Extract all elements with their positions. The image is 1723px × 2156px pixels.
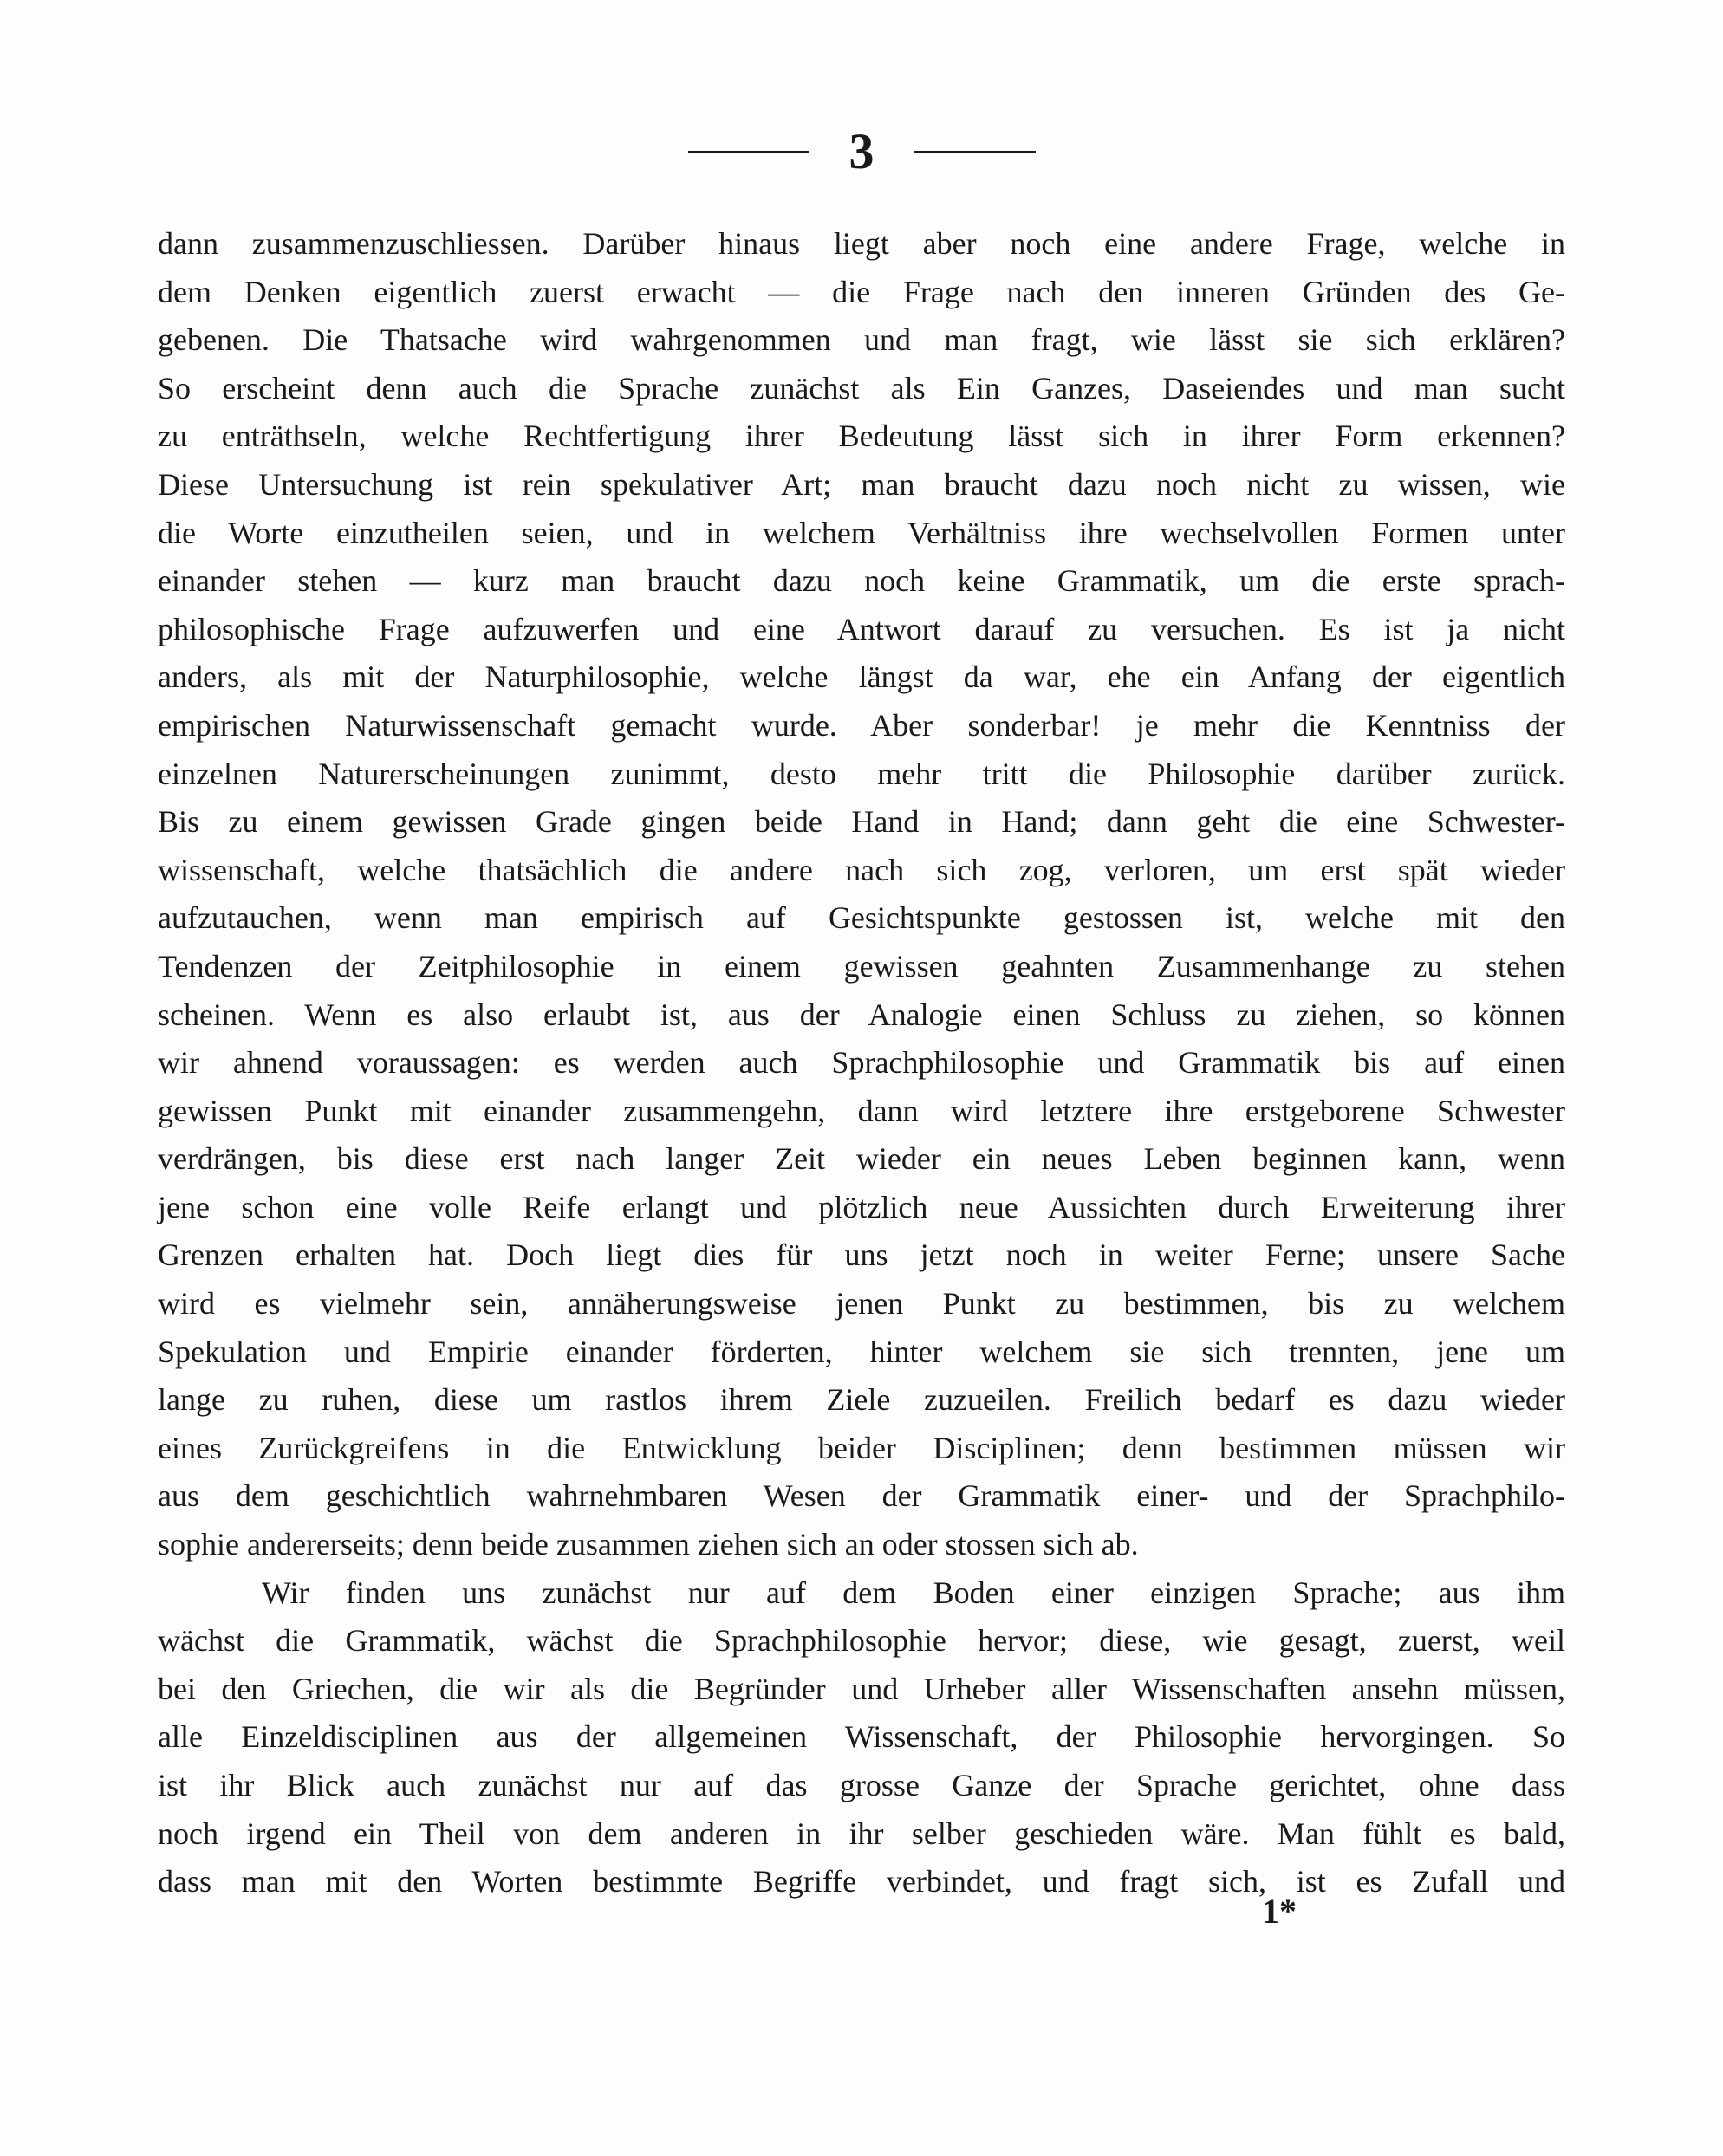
text-line: Grenzen erhalten hat. Doch liegt dies für uns jetzt noch in weiter Ferne; unsere Sache — [158, 1237, 1565, 1273]
text-line: aufzutauchen, wenn man empirisch auf Gesichtspunkte gestossen ist, welche mit den — [158, 900, 1565, 936]
text-line: jene schon eine volle Reife erlangt und plötzlich neue Aussichten durch Erweiterung ihrer — [158, 1189, 1565, 1224]
text-line: wächst die Grammatik, wächst die Sprachphilosophie hervor; diese, wie gesagt, zuerst, weil — [158, 1623, 1565, 1659]
text-line: Spekulation und Empirie einander förderten, hinter welchem sie sich trennten, jene um — [158, 1334, 1565, 1369]
text-line: die Worte einzutheilen seien, und in welchem Verhältniss ihre wechselvollen Formen unter — [158, 515, 1565, 550]
body-text — [158, 220, 1565, 1906]
paragraph-end-line: sophie andererseits; denn beide zusammen ziehen sich an oder stossen sich ab. — [158, 1527, 1139, 1562]
text-line: bei den Griechen, die wir als die Begründer und Urheber aller Wissenschaften ansehn müssen, — [158, 1671, 1565, 1706]
text-line: zu enträthseln, welche Rechtfertigung ihrer Bedeutung lässt sich in ihrer Form erkennen? — [158, 419, 1565, 454]
text-line: philosophische Frage aufzuwerfen und eine Antwort darauf zu versuchen. Es ist ja nicht — [158, 611, 1565, 646]
text-line: So erscheint denn auch die Sprache zunächst als Ein Ganzes, Daseiendes und man sucht — [158, 370, 1565, 406]
text-line: wird es vielmehr sein, annäherungsweise jenen Punkt zu bestimmen, bis zu welchem — [158, 1286, 1565, 1322]
text-line: aus dem geschichtlich wahrnehmbaren Wesen der Grammatik einer- und der Sprachphilo- — [158, 1478, 1565, 1514]
header-rule-left — [688, 151, 809, 153]
paragraph-start-line: Wir finden uns zunächst nur auf dem Boden einer einzigen Sprache; aus ihm — [262, 1575, 1565, 1610]
text-line: alle Einzeldisciplinen aus der allgemeinen Wissenschaft, der Philosophie hervorgingen. So — [158, 1719, 1565, 1755]
text-line: dass man mit den Worten bestimmte Begriffe verbindet, und fragt sich, ist es Zufall und — [158, 1864, 1565, 1899]
text-line: Bis zu einem gewissen Grade gingen beide Hand in Hand; dann geht die eine Schwester- — [158, 804, 1565, 840]
text-line: dem Denken eigentlich zuerst erwacht — die Frage nach den inneren Gründen des Ge- — [158, 274, 1565, 309]
text-line: anders, als mit der Naturphilosophie, welche längst da war, ehe ein Anfang der eigentlich — [158, 659, 1565, 695]
text-line: Diese Untersuchung ist rein spekulativer Art; man braucht dazu noch nicht zu wissen, wie — [158, 466, 1565, 502]
text-line: scheinen. Wenn es also erlaubt ist, aus der Analogie einen Schluss zu ziehen, so können — [158, 997, 1565, 1032]
signature-mark: 1* — [1262, 1892, 1297, 1931]
text-line: wissenschaft, welche thatsächlich die andere nach sich zog, verloren, um erst spät wieder — [158, 852, 1565, 887]
text-line: einzelnen Naturerscheinungen zunimmt, desto mehr tritt die Philosophie darüber zurück. — [158, 756, 1565, 791]
page-number: 3 — [848, 123, 875, 179]
page-header — [0, 121, 1723, 182]
text-line: gewissen Punkt mit einander zusammengehn, dann wird letztere ihre erstgeborene Schwester — [158, 1093, 1565, 1128]
text-line: Tendenzen der Zeitphilosophie in einem gewissen geahnten Zusammenhange zu stehen — [158, 948, 1565, 984]
text-line: einander stehen — kurz man braucht dazu noch keine Grammatik, um die erste sprach- — [158, 563, 1565, 599]
text-line: verdrängen, bis diese erst nach langer Zeit wieder ein neues Leben beginnen kann, wenn — [158, 1141, 1565, 1177]
text-line: empirischen Naturwissenschaft gemacht wurde. Aber sonderbar! je mehr die Kenntniss der — [158, 707, 1565, 743]
text-line: ist ihr Blick auch zunächst nur auf das grosse Ganze der Sprache gerichtet, ohne dass — [158, 1768, 1565, 1802]
text-line: dann zusammenzuschliessen. Darüber hinaus liegt aber noch eine andere Frage, welche in — [158, 226, 1565, 261]
text-line: eines Zurückgreifens in die Entwicklung beider Disciplinen; denn bestimmen müssen wir — [158, 1430, 1565, 1465]
text-line: noch irgend ein Theil von dem anderen in ihr selber geschieden wäre. Man fühlt es bald, — [158, 1815, 1565, 1851]
text-line: gebenen. Die Thatsache wird wahrgenommen und man fragt, wie lässt sie sich erklären? — [158, 322, 1565, 358]
text-line: lange zu ruhen, diese um rastlos ihrem Ziele zuzueilen. Freilich bedarf es dazu wieder — [158, 1382, 1565, 1418]
text-line: wir ahnend voraussagen: es werden auch Sprachphilosophie und Grammatik bis auf einen — [158, 1045, 1565, 1081]
header-rule-right — [914, 151, 1036, 153]
